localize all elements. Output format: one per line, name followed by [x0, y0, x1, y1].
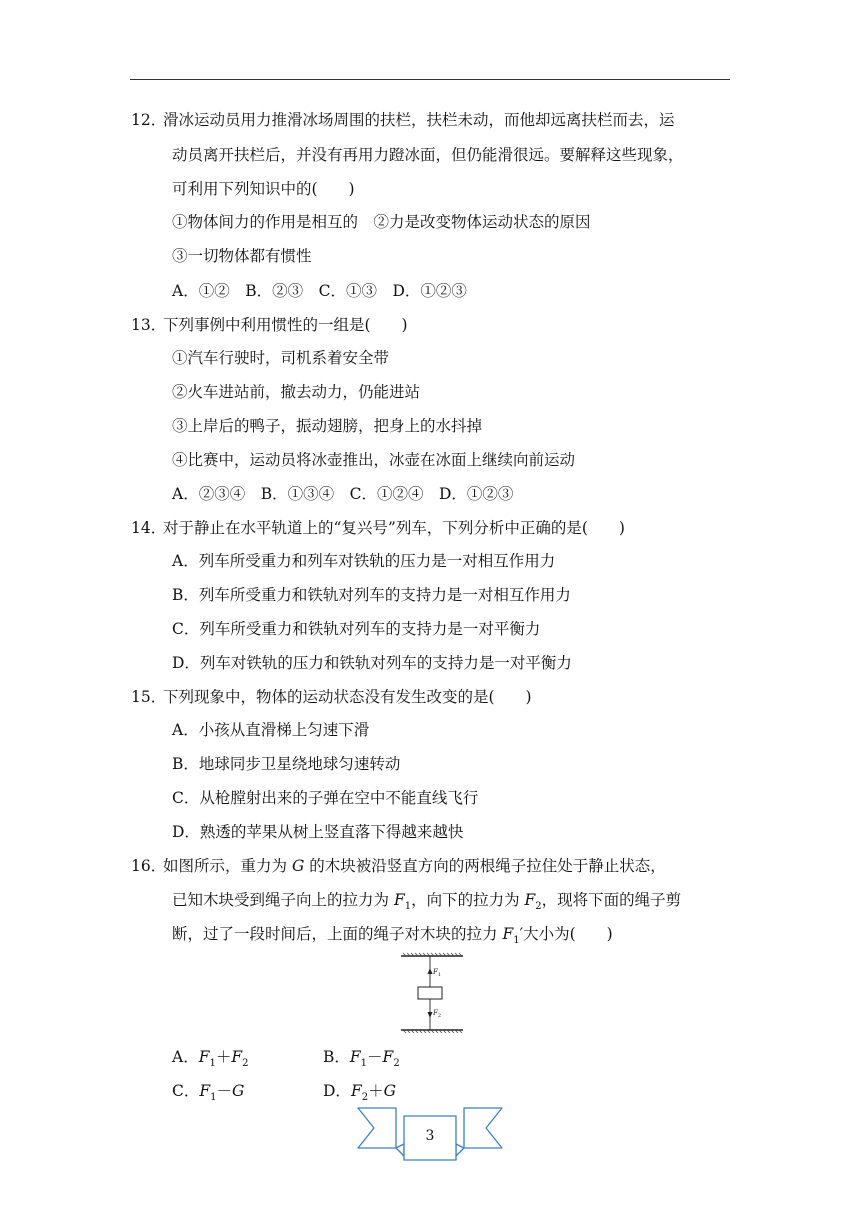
question-text-line: 对于静止在水平轨道上的“复兴号”列车，下列分析中正确的是( ): [163, 519, 625, 537]
option-c: C．$F_1-G$: [172, 1082, 245, 1104]
option-c: C．列车所受重力和铁轨对列车的支持力是一对平衡力: [172, 620, 541, 638]
options-line: A．①② B．②③ C．①③ D．①②③: [172, 282, 467, 300]
statement-line: ③一切物体都有惯性: [172, 247, 312, 265]
option-b: B．列车所受重力和铁轨对列车的支持力是一对相互作用力: [172, 586, 571, 604]
question-number: 16．: [131, 857, 167, 875]
option-d: D．熟透的苹果从树上竖直落下得越来越快: [172, 823, 464, 841]
options-line: A．②③④ B．①③④ C．①②④ D．①②③: [172, 485, 514, 503]
option-b: B．地球同步卫星绕地球匀速转动: [172, 755, 401, 773]
header-rule: [130, 79, 730, 80]
ceiling-support: [401, 953, 463, 956]
statement-line: ④比赛中，运动员将冰壶推出，冰壶在冰面上继续向前运动: [172, 451, 576, 469]
statement-line: ①物体间力的作用是相互的 ②力是改变物体运动状态的原因: [172, 213, 591, 231]
statement-line: ①汽车行驶时，司机系着安全带: [172, 349, 390, 367]
question-number: 14．: [131, 519, 167, 537]
statement-line: ②火车进站前，撤去动力，仍能进站: [172, 383, 421, 401]
floor-support: [401, 1030, 463, 1033]
question-text-line: 下列现象中，物体的运动状态没有发生改变的是( ): [163, 688, 532, 706]
question-text-line: 已知木块受到绳子向上的拉力为 $F_1$，向下的拉力为 $F_2$，现将下面的绳子剪: [172, 891, 682, 913]
option-d: D．$F_2+G$: [323, 1082, 396, 1104]
force-arrow-down: [428, 1012, 433, 1018]
option-c: C．从枪膛射出来的子弹在空中不能直线飞行: [172, 789, 479, 807]
question-text-line: 可利用下列知识中的( ): [172, 180, 355, 198]
question-text-line: 下列事例中利用惯性的一组是( ): [163, 316, 408, 334]
option-b: B．$F_1-F_2$: [323, 1048, 400, 1070]
statement-line: ③上岸后的鸭子，振动翅膀，把身上的水抖掉: [172, 417, 483, 435]
force-label-f2: $F_2$: [433, 1009, 442, 1019]
question-text-line: 如图所示，重力为 G 的木块被沿竖直方向的两根绳子拉住处于静止状态，: [163, 857, 666, 875]
page-number: 3: [425, 1128, 435, 1144]
option-a: A．小孩从直滑梯上匀速下滑: [172, 721, 370, 739]
force-arrow-up: [428, 968, 433, 974]
option-a: A．列车所受重力和列车对铁轨的压力是一对相互作用力: [172, 552, 556, 570]
question-number: 15．: [131, 688, 167, 706]
question-text-line: 滑冰运动员用力推滑冰场周围的扶栏，扶栏未动，而他却远离扶栏而去，运: [163, 111, 675, 129]
rope-block-diagram: [395, 952, 471, 1034]
wooden-block: [418, 987, 442, 999]
question-number: 12．: [131, 111, 167, 129]
option-d: D．列车对铁轨的压力和铁轨对列车的支持力是一对平衡力: [172, 654, 572, 672]
question-text-line: 断，过了一段时间后，上面的绳子对木块的拉力 $F_1'$大小为( ): [172, 925, 613, 947]
question-text-line: 动员离开扶栏后，并没有再用力蹬冰面，但仍能滑很远。要解释这些现象，: [172, 146, 684, 164]
force-label-f1: $F_1$: [433, 968, 442, 978]
question-number: 13．: [131, 316, 167, 334]
option-a: A．$F_1+F_2$: [172, 1048, 249, 1070]
